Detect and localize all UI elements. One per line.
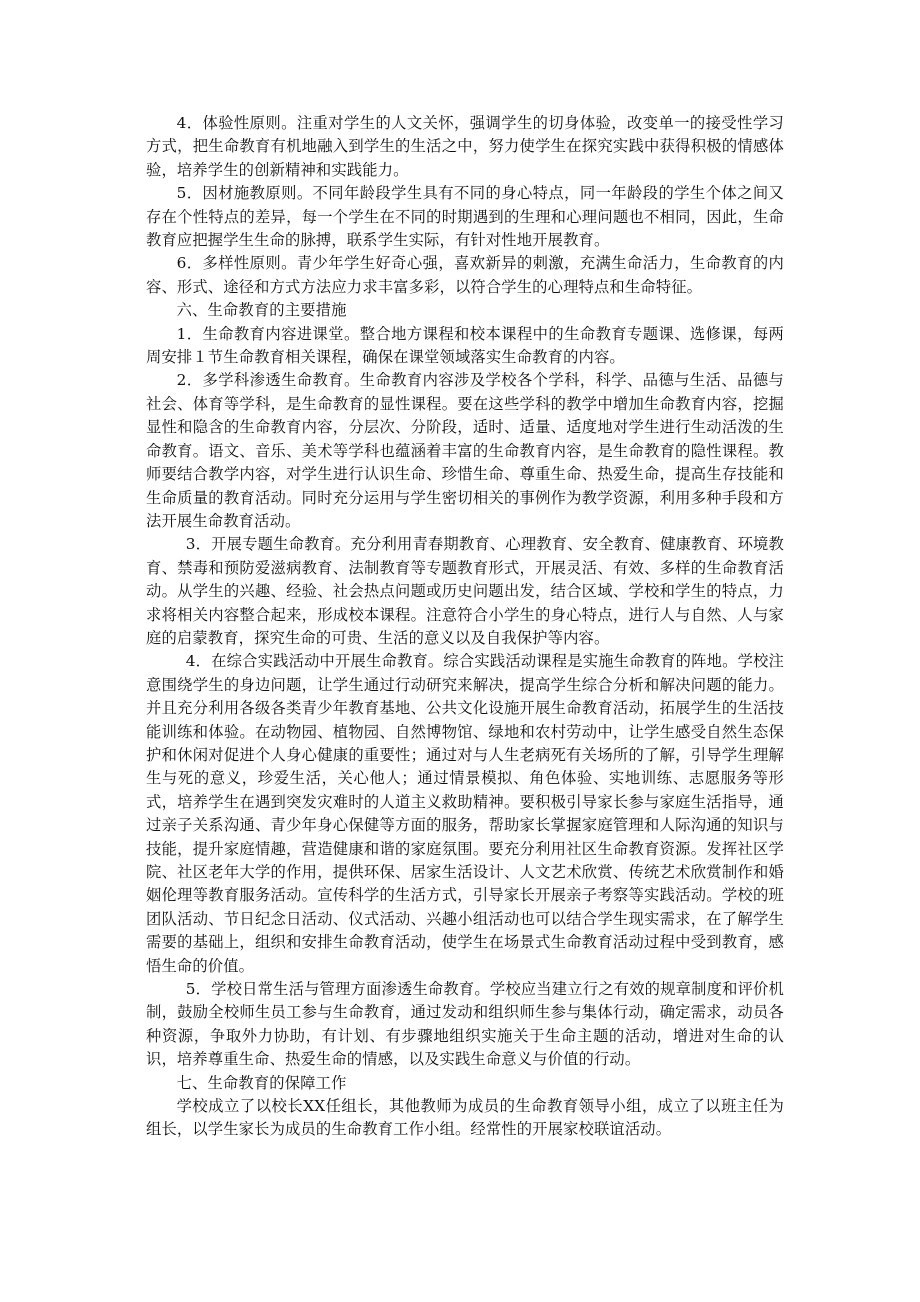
paragraph-measure-2: 2．多学科渗透生命教育。生命教育内容涉及学校各个学科，科学、品德与生活、品德与社会、体育等学科，是生命教育的显性课程。要在这些学科的教学中增加生命教育内容，挖掘显性和隐含的生命教育内容，分层次、分阶段，适时、适量、适度地对学生进行生动活泼的生命教育。语文、音乐、美术等学科也蕴涵着丰富的生命教育内容，是生命教育的隐性课程。教师要结合教学内容，对学生进行认识生命、珍惜生命、尊重生命、热爱生命，提高生存技能和生命质量的教育活动。同时充分运用与学生密切相关的事例作为教学资源，利用多种手段和方法开展生命教育活动。 [146,371,784,530]
paragraph-principle-4: 4．体验性原则。注重对学生的人文关怀，强调学生的切身体验，改变单一的接受性学习方式，把生命教育有机地融入到学生的生活之中，努力使学生在探究实践中获得积极的情感体验，培养学生的创新精神和实践能力。 [146,114,784,179]
document-body [146,112,784,1142]
paragraph-measure-1: 1．生命教育内容进课堂。整合地方课程和校本课程中的生命教育专题课、选修课，每两周安排１节生命教育相关课程，确保在课堂领域落实生命教育的内容。 [146,324,784,367]
paragraph-measure-4: 4．在综合实践活动中开展生命教育。综合实践活动课程是实施生命教育的阵地。学校注意围绕学生的身边问题，让学生通过行动研究来解决，提高学生综合分析和解决问题的能力。并且充分利用各级各类青少年教育基地、公共文化设施开展生命教育活动，拓展学生的生活技能训练和体验。在动物园、植物园、自然博物馆、绿地和农村劳动中，让学生感受自然生态保护和休闲对促进个人身心健康的重要性；通过对与人生老病死有关场所的了解，引导学生理解生与死的意义，珍爱生活，关心他人；通过情景模拟、角色体验、实地训练、志愿服务等形式，培养学生在遇到突发灾难时的人道主义救助精神。要积极引导家长参与家庭生活指导，通过亲子关系沟通、青少年身心保健等方面的服务，帮助家长掌握家庭管理和人际沟通的知识与技能，提升家庭情趣，营造健康和谐的家庭氛围。要充分利用社区生命教育资源。发挥社区学院、社区老年大学的作用，提供环保、居家生活设计、人文艺术欣赏、传统艺术欣赏制作和婚姻伦理等教育服务活动。宣传科学的生活方式，引导家长开展亲子考察等实践活动。学校的班团队活动、节日纪念日活动、仪式活动、兴趣小组活动也可以结合学生现实需求，在了解学生需要的基础上，组织和安排生命教育活动，使学生在场景式生命教育活动过程中受到教育，感悟生命的价值。 [146,652,784,975]
paragraph-guarantee: 学校成立了以校长XX任组长，其他教师为成员的生命教育领导小组，成立了以班主任为组长，以学生家长为成员的生命教育工作小组。经常性的开展家校联谊活动。 [146,1097,784,1139]
paragraph-principle-5: 5．因材施教原则。不同年龄段学生具有不同的身心特点，同一年龄段的学生个体之间又存在个性特点的差异，每一个学生在不同的时期遇到的生理和心理问题也不相同，因此，生命教育应把握学生生命的脉搏，联系学生实际，有针对性地开展教育。 [146,184,784,250]
paragraph-measure-3: 3．开展专题生命教育。充分利用青春期教育、心理教育、安全教育、健康教育、环境教育、禁毒和预防爱滋病教育、法制教育等专题教育形式，开展灵活、有效、多样的生命教育活动。从学生的兴趣、经验、社会热点问题或历史问题出发，结合区域、学校和学生的特点，力求将相关内容整合起来，形成校本课程。注意符合小学生的身心特点，进行人与自然、人与家庭的启蒙教育，探究生命的可贵、生活的意义以及自我保护等内容。 [146,535,784,647]
section-heading-seven: 七、生命教育的保障工作 [176,1073,347,1092]
paragraph-principle-6: 6．多样性原则。青少年学生好奇心强，喜欢新异的刺激，充满生命活力，生命教育的内容、形式、途径和方式方法应力求丰富多彩，以符合学生的心理特点和生命特征。 [146,254,784,296]
section-heading-six: 六、生命教育的主要措施 [176,301,347,320]
paragraph-measure-5: 5．学校日常生活与管理方面渗透生命教育。学校应当建立行之有效的规章制度和评价机制，鼓励全校师生员工参与生命教育，通过发动和组织师生参与集体行动，确定需求，动员各种资源，争取外力协助，有计划、有步骤地组织实施关于生命主题的活动，增进对生命的认识，培养尊重生命、热爱生命的情感，以及实践生命意义与价值的行动。 [146,980,784,1069]
